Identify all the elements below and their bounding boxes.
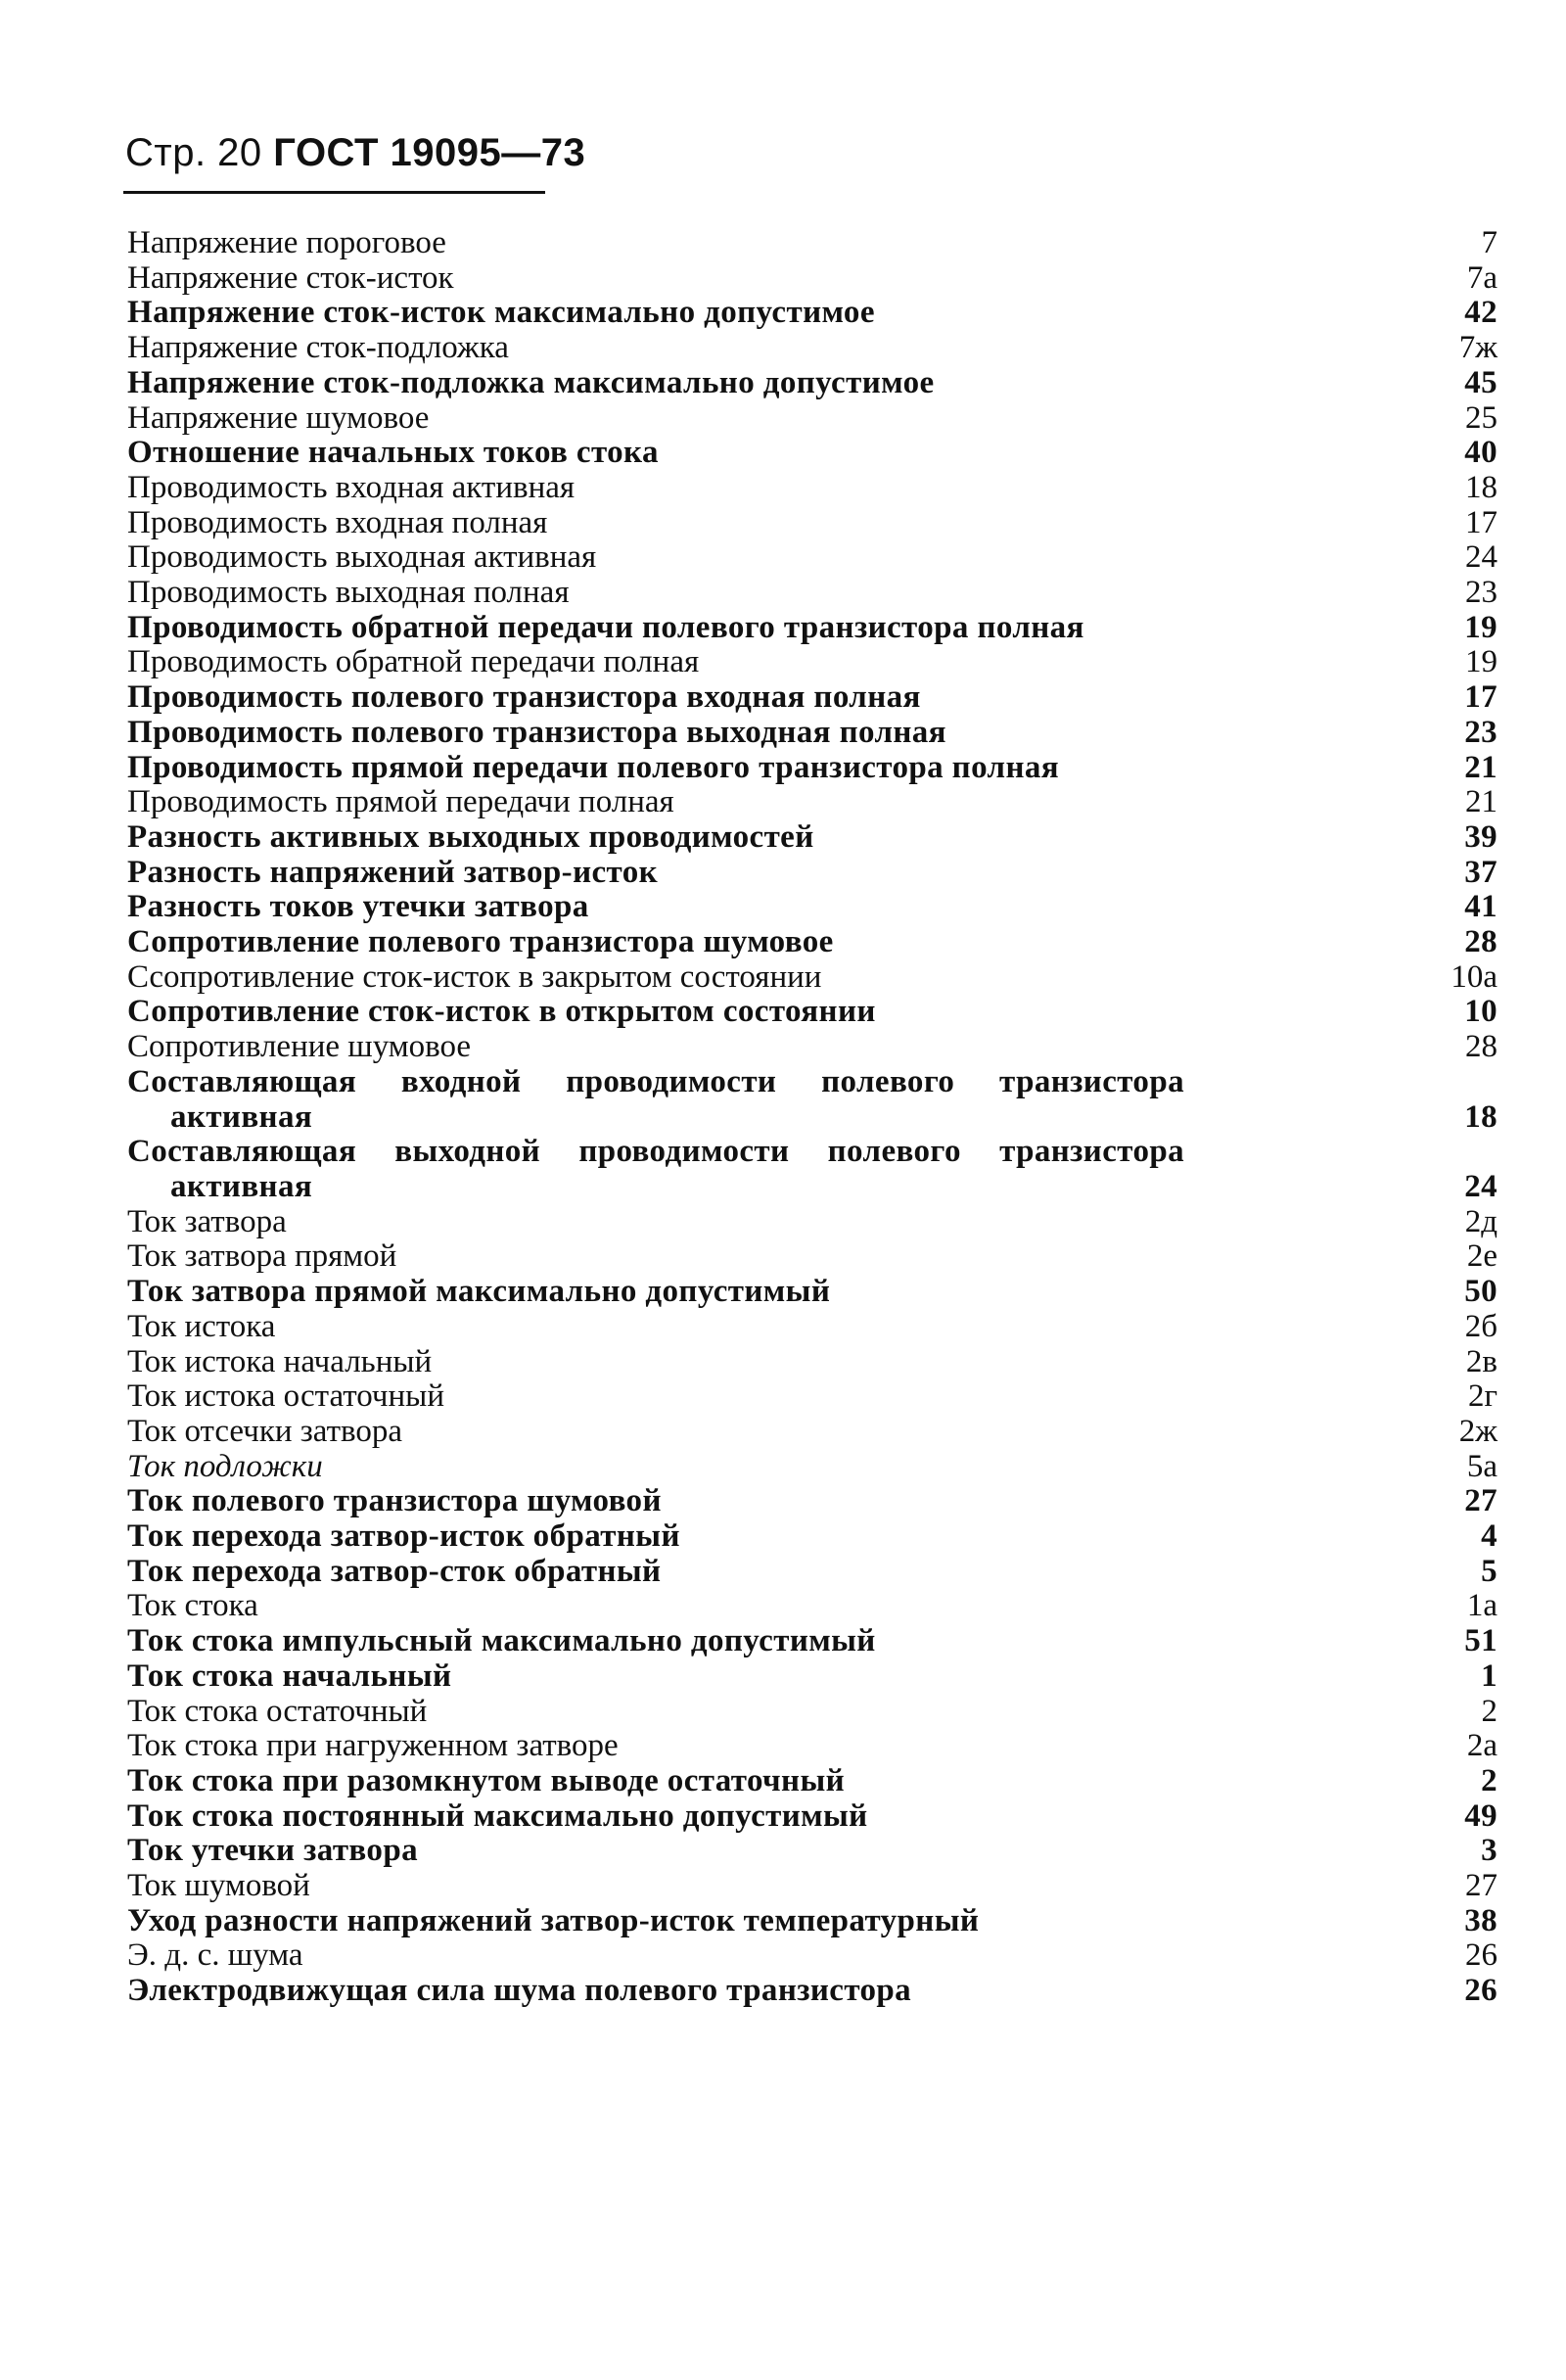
index-entry xyxy=(127,1764,1497,1799)
index-entry xyxy=(127,1659,1497,1695)
header-rule xyxy=(123,191,545,194)
index-entry xyxy=(127,785,1497,820)
index-reference-number: 17 xyxy=(1465,504,1497,540)
index-reference-number: 2в xyxy=(1465,1343,1497,1379)
index-term: Сопротивление шумовое xyxy=(127,1029,472,1065)
index-term: Уход разности напряжений затвор-исток температурный xyxy=(127,1902,980,1938)
index-entry xyxy=(127,436,1497,471)
index-reference-number: 17 xyxy=(1464,679,1497,716)
index-entry xyxy=(127,1484,1497,1519)
index-entry xyxy=(127,1904,1497,1939)
index-term: Составляющая выходной проводимости полевого транзистора xyxy=(127,1134,1184,1170)
index-entry xyxy=(127,1030,1497,1065)
term-index-list xyxy=(127,226,1497,2009)
index-reference-number: 2ж xyxy=(1458,1413,1497,1449)
index-term-continuation: активная xyxy=(170,1168,313,1204)
index-entry xyxy=(127,1205,1497,1240)
index-entry xyxy=(127,716,1497,751)
index-reference-number: 23 xyxy=(1465,575,1497,611)
index-reference-number: 45 xyxy=(1464,364,1497,400)
index-entry xyxy=(127,1310,1497,1345)
index-term: Напряжение шумовое xyxy=(127,399,430,436)
index-term: Ток перехода затвор-исток обратный xyxy=(127,1518,680,1555)
index-reference-number: 27 xyxy=(1464,1483,1497,1519)
index-entry xyxy=(127,960,1497,996)
index-entry xyxy=(127,331,1497,366)
index-entry xyxy=(127,401,1497,437)
index-entry xyxy=(127,1555,1497,1590)
index-term: Электродвижущая сила шума полевого транзистора xyxy=(127,1973,912,2009)
document-title: ГОСТ 19095—73 xyxy=(273,131,586,174)
index-entry xyxy=(127,1974,1497,2009)
index-reference-number: 38 xyxy=(1464,1902,1497,1938)
index-term: Ток затвора xyxy=(127,1203,287,1239)
index-reference-number: 26 xyxy=(1464,1973,1497,2009)
index-term: Ток стока импульсный максимально допустимый xyxy=(127,1623,876,1659)
index-entry xyxy=(127,1065,1497,1135)
index-entry xyxy=(127,1589,1497,1624)
index-term: Ток шумовой xyxy=(127,1868,310,1904)
index-term: Ток стока xyxy=(127,1588,258,1624)
index-reference-number: 49 xyxy=(1464,1797,1497,1834)
index-reference-number: 2а xyxy=(1466,1728,1497,1764)
index-entry xyxy=(127,1938,1497,1974)
index-reference-number: 27 xyxy=(1465,1868,1497,1904)
index-reference-number: 3 xyxy=(1481,1833,1497,1869)
index-entry xyxy=(127,1834,1497,1869)
index-reference-number: 28 xyxy=(1465,1029,1497,1065)
index-term: Проводимость выходная полная xyxy=(127,575,570,611)
index-reference-number: 2 xyxy=(1481,1693,1497,1729)
index-reference-number: 41 xyxy=(1464,889,1497,925)
index-term-continuation: активная xyxy=(170,1098,313,1135)
index-reference-number: 7а xyxy=(1466,259,1497,296)
index-entry xyxy=(127,261,1497,297)
index-term: Напряжение сток-исток xyxy=(127,259,454,296)
index-term: Проводимость полевого транзистора входная полная xyxy=(127,679,921,716)
index-term: Разность токов утечки затвора xyxy=(127,889,589,925)
index-entry xyxy=(127,506,1497,541)
index-term: Ссопротивление сток-исток в закрытом состоянии xyxy=(127,958,822,995)
index-reference-number: 2 xyxy=(1481,1762,1497,1798)
index-term: Напряжение сток-подложка xyxy=(127,330,509,366)
index-term: Проводимость выходная активная xyxy=(127,539,597,576)
index-entry xyxy=(127,1799,1497,1835)
index-reference-number: 19 xyxy=(1465,644,1497,680)
index-reference-number: 18 xyxy=(1464,1098,1497,1135)
index-reference-number: 40 xyxy=(1464,435,1497,471)
index-reference-number: 28 xyxy=(1464,924,1497,960)
index-reference-number: 21 xyxy=(1465,784,1497,820)
index-reference-number: 37 xyxy=(1464,854,1497,890)
index-reference-number: 24 xyxy=(1465,539,1497,576)
index-reference-number: 25 xyxy=(1465,399,1497,436)
index-entry xyxy=(127,1869,1497,1904)
index-entry xyxy=(127,366,1497,401)
index-entry xyxy=(127,1729,1497,1764)
index-entry xyxy=(127,820,1497,856)
index-reference-number: 26 xyxy=(1465,1937,1497,1974)
index-reference-number: 51 xyxy=(1464,1623,1497,1659)
index-entry xyxy=(127,890,1497,925)
index-entry xyxy=(127,645,1497,680)
index-term: Разность активных выходных проводимостей xyxy=(127,818,814,855)
index-entry xyxy=(127,540,1497,576)
index-term: Напряжение пороговое xyxy=(127,225,446,260)
index-entry xyxy=(127,1239,1497,1275)
index-reference-number: 50 xyxy=(1464,1274,1497,1310)
index-term: Ток затвора прямой максимально допустимый xyxy=(127,1274,831,1310)
index-term: Ток истока остаточный xyxy=(127,1378,444,1415)
index-entry xyxy=(127,1379,1497,1415)
index-reference-number: 4 xyxy=(1481,1518,1497,1555)
index-reference-number: 2е xyxy=(1466,1238,1497,1275)
index-reference-number: 2б xyxy=(1464,1308,1497,1344)
index-term: Ток полевого транзистора шумовой xyxy=(127,1483,662,1519)
index-term: Проводимость обратной передачи полная xyxy=(127,644,700,680)
index-entry xyxy=(127,995,1497,1030)
index-entry xyxy=(127,1415,1497,1450)
index-reference-number: 39 xyxy=(1464,818,1497,855)
page-label: Стр. 20 xyxy=(125,131,262,174)
index-term: Ток перехода затвор-сток обратный xyxy=(127,1553,662,1589)
index-term: Проводимость прямой передачи полевого транзистора полная xyxy=(127,749,1060,785)
index-entry xyxy=(127,680,1497,716)
index-term: Ток подложки xyxy=(127,1448,323,1484)
index-reference-number: 1 xyxy=(1481,1657,1497,1694)
index-entry xyxy=(127,1345,1497,1380)
index-entry xyxy=(127,471,1497,506)
index-entry xyxy=(127,1695,1497,1730)
index-reference-number: 10а xyxy=(1451,958,1497,995)
index-term: Ток утечки затвора xyxy=(127,1833,418,1869)
index-reference-number: 2г xyxy=(1467,1378,1497,1415)
index-reference-number: 21 xyxy=(1464,749,1497,785)
index-reference-number: 42 xyxy=(1464,295,1497,331)
index-term: Сопротивление полевого транзистора шумовое xyxy=(127,924,834,960)
index-entry xyxy=(127,576,1497,611)
index-entry xyxy=(127,1135,1497,1204)
index-entry xyxy=(127,1450,1497,1485)
index-term: Ток затвора прямой xyxy=(127,1238,397,1275)
index-entry xyxy=(127,751,1497,786)
index-reference-number: 5а xyxy=(1466,1448,1497,1484)
index-entry xyxy=(127,1275,1497,1310)
index-term: Ток отсечки затвора xyxy=(127,1413,403,1449)
index-term: Проводимость обратной передачи полевого транзистора полная xyxy=(127,609,1084,645)
index-term: Э. д. с. шума xyxy=(127,1937,303,1974)
page-header xyxy=(125,131,585,175)
index-term: Ток стока начальный xyxy=(127,1657,452,1694)
index-entry xyxy=(127,925,1497,960)
index-term: Проводимость полевого транзистора выходная полная xyxy=(127,714,946,750)
index-entry xyxy=(127,296,1497,331)
index-reference-number: 5 xyxy=(1481,1553,1497,1589)
index-reference-number: 1а xyxy=(1466,1588,1497,1624)
index-term: Ток истока начальный xyxy=(127,1343,433,1379)
index-term: Сопротивление сток-исток в открытом состоянии xyxy=(127,994,876,1030)
index-entry xyxy=(127,226,1497,261)
index-term: Проводимость прямой передачи полная xyxy=(127,784,674,820)
index-entry xyxy=(127,611,1497,646)
index-term: Проводимость входная активная xyxy=(127,469,576,505)
index-term: Ток стока постоянный максимально допустимый xyxy=(127,1797,868,1834)
index-term: Напряжение сток-подложка максимально допустимое xyxy=(127,364,935,400)
index-term: Разность напряжений затвор-исток xyxy=(127,854,659,890)
index-term: Ток стока остаточный xyxy=(127,1693,428,1729)
index-reference-number: 23 xyxy=(1464,714,1497,750)
index-reference-number: 2д xyxy=(1464,1203,1497,1239)
index-term: Ток истока xyxy=(127,1308,276,1344)
index-reference-number: 18 xyxy=(1465,469,1497,505)
index-reference-number: 24 xyxy=(1464,1168,1497,1204)
index-term: Составляющая входной проводимости полевого транзистора xyxy=(127,1063,1184,1099)
index-reference-number: 7 xyxy=(1481,225,1497,260)
index-term: Напряжение сток-исток максимально допустимое xyxy=(127,295,875,331)
index-term: Ток стока при разомкнутом выводе остаточный xyxy=(127,1762,846,1798)
index-entry xyxy=(127,856,1497,891)
index-entry xyxy=(127,1519,1497,1555)
index-reference-number: 19 xyxy=(1464,609,1497,645)
index-reference-number: 7ж xyxy=(1458,330,1497,366)
index-term: Ток стока при нагруженном затворе xyxy=(127,1728,619,1764)
index-term: Отношение начальных токов стока xyxy=(127,435,659,471)
index-entry xyxy=(127,1624,1497,1659)
index-term: Проводимость входная полная xyxy=(127,504,548,540)
index-reference-number: 10 xyxy=(1464,994,1497,1030)
